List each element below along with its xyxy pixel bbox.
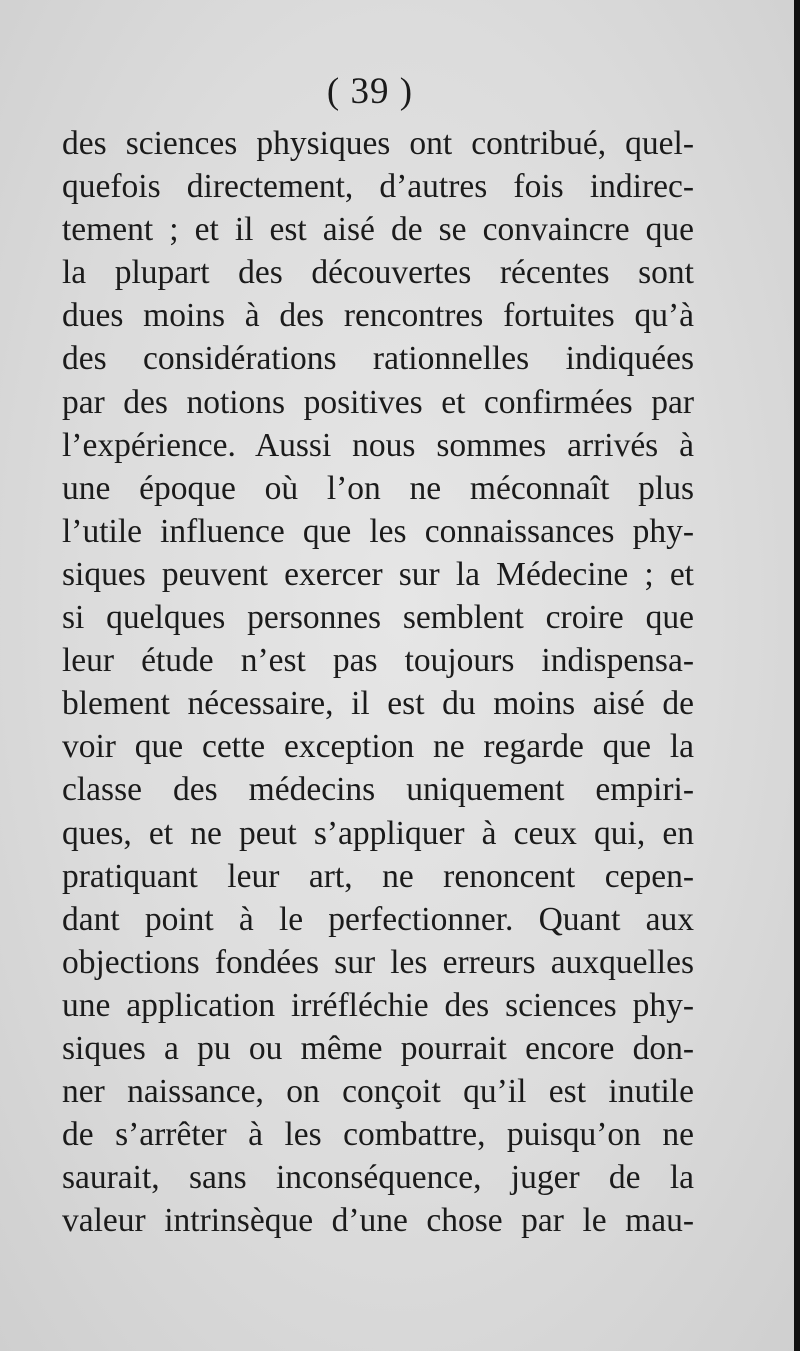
text-line: l’expérience. Aussi nous sommes arrivés à	[62, 426, 694, 464]
text-line: de s’arrêter à les combattre, puisqu’on ne	[62, 1116, 694, 1154]
text-line: pratiquant leur art, ne renoncent cepen-	[62, 857, 694, 895]
text-line: quefois directement, d’autres fois indirec-	[62, 168, 694, 206]
text-line: tement ; et il est aisé de se convaincre que	[62, 211, 694, 249]
text-line: saurait, sans inconséquence, juger de la	[62, 1159, 694, 1197]
text-line: dant point à le perfectionner. Quant aux	[62, 900, 694, 938]
text-line: par des notions positives et confirmées par	[62, 383, 694, 421]
text-line: ner naissance, on conçoit qu’il est inutile	[62, 1073, 694, 1111]
body-text	[62, 122, 694, 1242]
text-line: la plupart des découvertes récentes sont	[62, 254, 694, 292]
text-line: voir que cette exception ne regarde que la	[62, 728, 694, 766]
text-line: leur étude n’est pas toujours indispensa-	[62, 642, 694, 680]
page-edge-shadow	[794, 0, 800, 1351]
text-line: une application irréfléchie des sciences phy-	[62, 986, 694, 1024]
text-line: ques, et ne peut s’appliquer à ceux qui, en	[62, 814, 694, 852]
text-line: des sciences physiques ont contribué, quel-	[62, 125, 694, 162]
text-line: valeur intrinsèque d’une chose par le mau-	[62, 1202, 694, 1240]
text-line: objections fondées sur les erreurs auxquelles	[62, 943, 694, 981]
text-line: des considérations rationnelles indiquées	[62, 340, 694, 378]
text-line: classe des médecins uniquement empiri-	[62, 771, 694, 809]
page-number: ( 39 )	[326, 71, 414, 112]
text-line: dues moins à des rencontres fortuites qu’à	[62, 297, 694, 335]
text-line: si quelques personnes semblent croire que	[62, 599, 694, 637]
text-line: l’utile influence que les connaissances phy-	[62, 512, 694, 550]
text-line: siques a pu ou même pourrait encore don-	[62, 1029, 694, 1067]
text-line: une époque où l’on ne méconnaît plus	[62, 469, 694, 507]
text-line: siques peuvent exercer sur la Médecine ; et	[62, 555, 694, 593]
text-line: blement nécessaire, il est du moins aisé de	[62, 685, 694, 723]
